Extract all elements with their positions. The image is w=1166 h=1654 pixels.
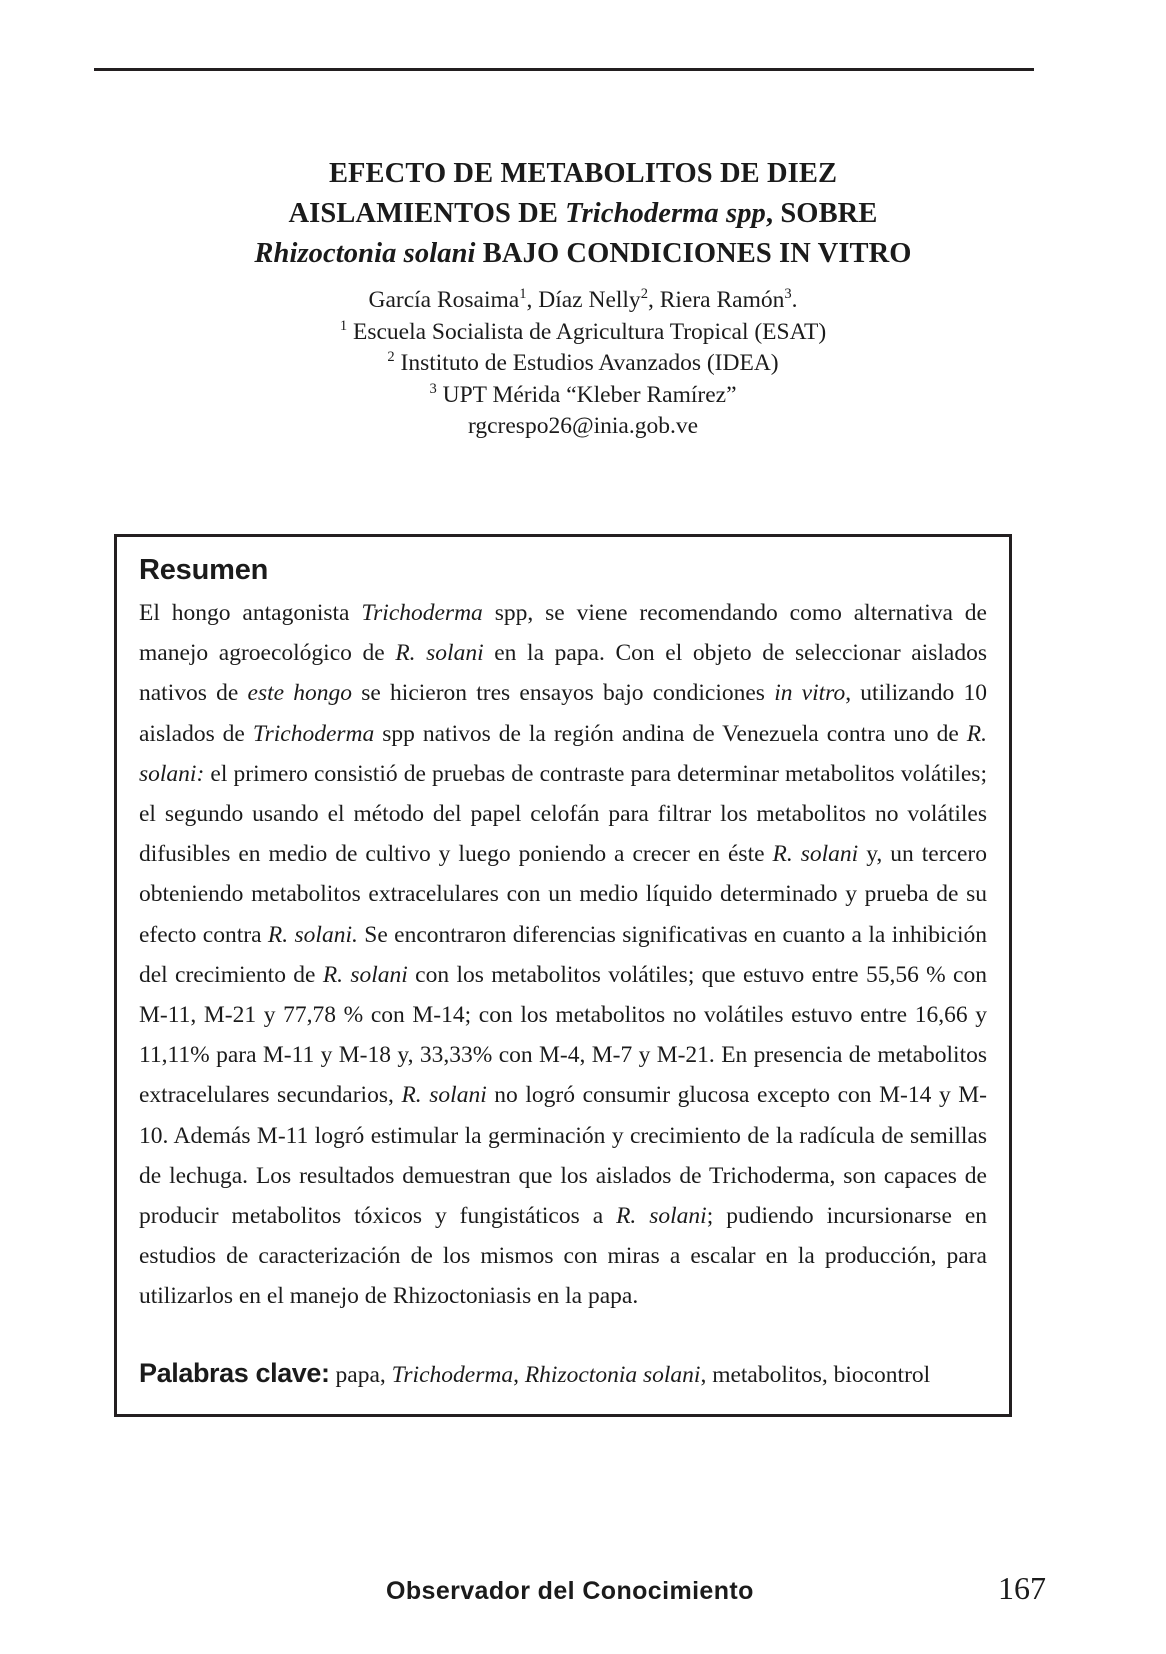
keyword-item: papa [335,1362,380,1388]
keywords-value: papa, Trichoderma, Rhizoctonia solani, metabolitos, biocontrol [335,1362,931,1388]
author-list [120,285,1046,317]
title-species-rhizoctonia: Rhizoctonia solani [254,238,476,270]
affiliation-line-3 [120,380,1046,412]
affiliation-text: UPT Mérida “Kleber Ramírez” [436,381,737,408]
title-line-2 [289,198,878,229]
abstract-italic-run: R. solani [322,961,408,988]
affiliation-mark: 1 [339,317,348,334]
abstract-text-run: ; pudiendo incursionarse en estudios de caracterización de los mismos con miras a escalar en la producción, para utilizarlos en el manejo de Rhizoctoniasis en la papa. [139,1203,988,1310]
affiliation-mark: 3 [429,380,437,397]
author-affiliation-mark: 3 [784,286,792,303]
abstract-text-run: , utilizando 10 aislados de [139,680,987,747]
keywords-label: Palabras clave: [139,1358,330,1388]
author-separator: , [526,287,539,313]
abstract-italic-run: R. solani. [267,921,358,948]
abstract-italic-run: este hongo [247,680,353,707]
title-line-1-text: EFECTO DE METABOLITOS DE DIEZ [328,158,838,190]
abstract-text-run: el primero consistió de pruebas de contraste para determinar metabolitos volátiles; el segundo usando el método del papel celofán para filtrar los metabolitos no volátiles difusibles en medio de cultivo y luego poniendo a crecer en éste [139,760,987,868]
abstract-italic-run: R. solani [395,640,484,667]
keywords-line [139,1356,993,1392]
author-separator: , [647,287,660,313]
keyword-item: Rhizoctonia solani [524,1362,701,1388]
abstract-italic-run: Trichoderma [361,600,483,626]
author-list-terminator: . [791,287,798,313]
abstract-text-run: se hicieron tres ensayos bajo condiciones [352,680,775,707]
abstract-text-run: El hongo antagonista [139,600,362,626]
author-entry [368,287,526,313]
title-line-2-suffix: , SOBRE [765,198,878,230]
title-line-1 [329,158,837,189]
author-name: Riera Ramón [659,287,785,313]
abstract-text-run: spp, se viene recomendando como alternativa de manejo agroecológico de [139,600,987,667]
author-name: Díaz Nelly [538,287,641,313]
affiliation-text: Escuela Socialista de Agricultura Tropical (ESAT) [347,318,827,345]
title-line-2-prefix: AISLAMIENTOS DE [288,198,566,230]
abstract-italic-run: in vitro [774,680,846,707]
abstract-body [139,593,987,1317]
page-footer [114,1570,1046,1607]
abstract-text-run: con los metabolitos volátiles; que estuvo entre 55,56 % con M-11, M-21 y 77,78 % con M-14; con los metabolitos no volátiles estuvo entre 16,66 y 11,11% para M-11 y M-18 y, 33,33% con M-4, M-7 y M-21. En presencia de metabolitos extracelulares secundarios, [139,961,987,1109]
keyword-item: Trichoderma [391,1362,514,1388]
contact-email[interactable]: rgcrespo26@inia.gob.ve [467,413,699,439]
abstract-inner [117,537,1009,1317]
title-species-trichoderma: Trichoderma spp [565,198,766,230]
abstract-italic-run: R. solani [401,1082,487,1109]
abstract-italic-run: R. solani [772,841,859,868]
title-line-3-suffix: BAJO CONDICIONES IN VITRO [475,238,912,270]
page-title [120,154,1046,274]
author-affiliation-mark: 1 [519,286,527,303]
affiliation-line-1 [120,317,1046,349]
affiliation-line-2 [120,348,1046,380]
affiliation-text: Instituto de Estudios Avanzados (IDEA) [394,350,779,376]
keyword-item: metabolitos [712,1362,822,1388]
author-entry [660,287,792,313]
author-affiliation-mark: 2 [640,286,648,303]
author-name: García Rosaima [368,287,520,313]
abstract-text-run: y, un tercero obteniendo metabolitos extracelulares con un medio líquido determinado y prueba de su efecto contra [139,841,987,948]
title-line-3 [254,238,911,269]
abstract-italic-run: R. solani [616,1203,707,1230]
abstract-italic-run: R. solani: [139,720,988,787]
abstract-text-run: Se encontraron diferencias significativas en cuanto a la inhibición del crecimiento de [139,921,987,988]
authors-affiliations-block [120,285,1046,443]
keyword-item: biocontrol [833,1362,931,1388]
abstract-box [114,534,1012,1417]
affiliation-mark: 2 [387,349,395,366]
footer-page-number: 167 [998,1570,1046,1606]
abstract-text-run: no logró consumir glucosa excepto con M-14 y M-10. Además M-11 logró estimular la germinación y crecimiento de la radícula de semillas de lechuga. Los resultados demuestran que los aislados de Trichoderma, son capaces de producir metabolitos tóxicos y fungistáticos a [139,1082,987,1230]
abstract-text-run: en la papa. Con el objeto de seleccionar aislados nativos de [139,640,987,707]
footer-journal-name: Observador del Conocimiento [386,1577,754,1605]
author-entry [538,287,648,313]
abstract-heading: Resumen [139,554,269,586]
header-rule [94,68,1034,71]
abstract-text-run: spp nativos de la región andina de Venezuela contra uno de [374,720,967,747]
abstract-italic-run: Trichoderma [252,720,375,747]
